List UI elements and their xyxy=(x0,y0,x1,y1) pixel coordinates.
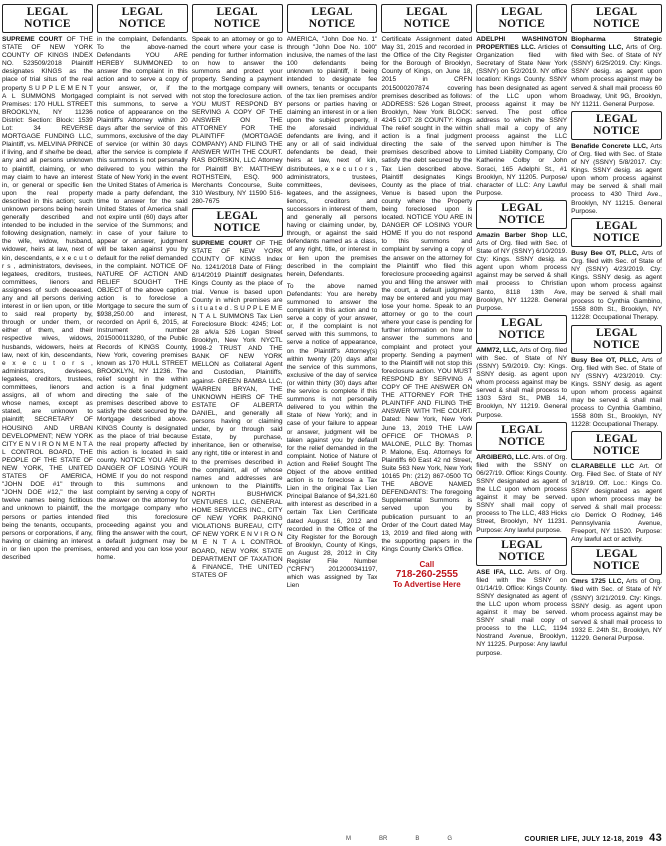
notice-text: Articles of Organization filed with Secretary of State New York (SSNY) on 5/2/2019. NY office location: Kings County. SSNY has been designated as agent of the LLC upon whom process against it may be served. The post office address to which the SSNY shall mail a copy of any process against the LLC served upon him/her is The Limited Liability Company, C/o Katherine Colby or John Soraci, 165 Adelphi St., #1 Brooklyn, NY 11205. Purpose/ character of LLC: Any Lawful Purpose. xyxy=(476,44,568,197)
notice-title: Biopharma Strategic Consulting LLC, xyxy=(571,36,663,52)
registration-marks xyxy=(346,836,452,842)
edition-mark: BR xyxy=(379,836,388,842)
legal-notice-header: LEGAL NOTICE xyxy=(97,4,188,33)
notice-title: ARGIBERG, LLC. xyxy=(476,453,531,461)
page-footer xyxy=(0,832,666,846)
notice-text: Art. Of Org. Filed Sec. of State of NY 3/18/19. Off. Loc.: Kings Co. SSNY designated as agent upon whom process may be served & shall mail process: c/o Derrick O Rodney, 146 Pennsylvania Avenue, Freeport, NY 11520. Purpose: Any lawful act or activity. xyxy=(571,463,663,544)
notice-text: Arts. of Org. filed with the SSNY on 06/27/19. Office: Kings County. SSNY designated as agent of the LLC upon whom process against it may be served. SSNY shall mail copy of process to The LLC, 483 Hicks Street, Brooklyn, NY 11231. Purpose: Any lawful purpose. xyxy=(476,453,568,534)
notice-body xyxy=(2,36,93,562)
legal-notice-header: LEGAL NOTICE xyxy=(476,422,567,451)
legal-notice-header: LEGAL NOTICE xyxy=(192,208,283,237)
edition-mark: M xyxy=(346,836,351,842)
notice-text: Arts of Org. filed with Sec. of State of NY (SSNY) 5/8/2017. Cty: Kings. SSNY desig. as agent upon whom process against may be served & shall mail process to 430 Third Ave., Brooklyn, NY 11215. General Purpose. xyxy=(571,142,663,215)
notice-text: AMERICA, "John Doe No. 1" through "John Doe No. 100" inclusive, the names of the last 100 defendants being unknown to plaintiff, it being intended to designate fee owners, tenants or occupants of the tax lien premises and/or persons or parties having or claiming an interest in or a lien upon the subject property, if the aforesaid individual defendants are living, and if any or all of said individual defendants be dead, their heirs at law, next of kin, distributees, e x e c u t o r s , administrators, trustees, committees, devisees, legatees, and the assignees, lienors, creditors and successors in interest of them, and generally all persons having or claiming under, by, through, or against the said defendants named as a class, of any right, title, or interest in or lien upon the premises described in the complaint herein, Defendants. xyxy=(286,36,378,278)
notice-text: OF THE STATE OF NEW YORK COUNTY OF KINGS Index No. 1241/2018 Date of Filing: 6/14/2019 Plaintiff designates Kings County as the place of trial. Venue is based upon County in which premises are s i t u a t e d . S U P P L E M E N T A L SUMMONS Tax Lien Foreclosure Block: 4245; Lot: 28 a/k/a 526 Logan Street Brooklyn, New York NYCTL 1998-2 TRUST AND THE BANK OF NEW YORK MELLON as Collateral Agent and Custodian, Plaintiffs, against- GREEN BAMBA LLC, WARREN BRYAN, THE UNKNOWN HEIRS OF THE ESTATE OF ALBERTA DANIEL, and generally all persons having or claiming under, by or through said Estate, by purchase, inheritance, lien or otherwise, any right, title or interest in and to the premises described in the complaint, all of whose names and addresses are unknown to the Plaintiffs, NORTH BUSHWICK VENTURES LLC, GENERAL HOME SERVICES INC., CITY OF NEW YORK PARKING VIOLATIONS BUREAU, CITY OF NEW YORK E N V I R O N M E N T A L CONTROL BOARD, NEW YORK STATE DEPARTMENT OF TAXATION & FINANCE, THE UNITED STATES OF xyxy=(191,239,283,579)
notice-body xyxy=(571,36,662,109)
legal-notice-header: LEGAL NOTICE xyxy=(476,315,567,344)
legal-notice-header: LEGAL NOTICE xyxy=(571,325,662,354)
notice-body xyxy=(571,578,662,643)
notice-body xyxy=(571,143,662,216)
notice-column-5 xyxy=(381,2,472,830)
notice-title: CLARABELLE LLC xyxy=(571,463,635,471)
legal-notice-header: LEGAL NOTICE xyxy=(476,200,567,229)
notice-text: Arts of Org. filed with Sec. of State of NY (SSNY) 3/21/2019. Cty: Kings. SSNY desig. as agent upon whom process against may be served & shall mail process to 1932 E. 24th St., Brooklyn, NY 11229. General Purpose. xyxy=(571,578,663,642)
advertise-call-box xyxy=(381,560,472,590)
edition-mark: G xyxy=(447,836,453,842)
notice-body xyxy=(476,232,567,313)
notice-text: Arts of Org. filed with Sec. of State of NY (SSNY) 4/23/2019. Cty: Kings. SSNY desig. as agent upon whom process against may be served & shall mail process to Cynthia Gambino, 1558 80th St., Brooklyn, NY 11228: Occupational Therapy. xyxy=(571,249,663,322)
notice-text: Arts of Org. filed with Sec. of State of NY (SSNY) 6/25/2019. Cty: Kings. SSNY desig. as agent upon whom process against may be served & shall mail process 60 Broadway, Unit 9G, Brooklyn, NY 11211. General Purpose. xyxy=(571,44,663,108)
notice-text: Speak to an attorney or go to the court where your case is pending for further information on how to answer the summons and protect your property. Sending a payment to the mortgage company will not stop the foreclosure action. YOU MUST RESPOND BY SERVING A COPY OF THE ANSWER ON THE ATTORNEY FOR THE PLAINTIFF (MORTGAGE COMPANY) AND FILING THE ANSWER WITH THE COURT. RAS BORISKIN, LLC Attorney for Plaintiff BY: MATTHEW ROTHSTEIN, ESQ. 900 Merchants Concourse, Suite 310 Westbury, NY 11590 516-280-7675 xyxy=(191,36,283,205)
notice-body xyxy=(476,347,567,420)
notice-text: Arts. of Org. filed with the SSNY on 01/14/19. Office: Kings County. SSNY designated as agent of the LLC upon whom process against it may be served. SSNY shall mail copy of process to the LLC, 1194 Nostrand Avenue, Brooklyn, NY 11225. Purpose: Any lawful purpose. xyxy=(476,568,568,657)
legal-notice-header: LEGAL NOTICE xyxy=(571,4,662,33)
legal-notice-header: LEGAL NOTICE xyxy=(192,4,283,33)
notice-body xyxy=(192,240,283,580)
notice-body xyxy=(97,36,188,562)
advertise-phone: 718-260-2555 xyxy=(395,569,458,580)
legal-notice-header: LEGAL NOTICE xyxy=(571,218,662,247)
publication-name: COURIER LIFE, JULY 12-18, 2019 xyxy=(524,836,644,843)
notice-body xyxy=(476,36,567,198)
notice-body xyxy=(476,569,567,658)
legal-notice-header: LEGAL NOTICE xyxy=(571,546,662,575)
notice-body xyxy=(571,463,662,544)
notice-title: SUPREME COURT xyxy=(2,36,63,43)
legal-notice-header: LEGAL NOTICE xyxy=(571,111,662,140)
notice-column-7 xyxy=(571,2,662,830)
page-number: 43 xyxy=(649,832,662,844)
legal-notices-page xyxy=(2,2,662,830)
notice-title: Cmrs 1725 LLC, xyxy=(571,578,624,586)
notice-text: Arts of Org. filed with Sec. of State of NY (SSNY) 4/23/2019. Cty: Kings. SSNY desig. as agent upon whom process against may be served & shall mail process to Cynthia Gambino, 1558 80th St., Brooklyn, NY 11228: Occupational Therapy. xyxy=(571,356,663,429)
notice-text: in the complaint, Defendants. To the above-named Defendants YOU ARE HEREBY SUMMONED to answer the complaint in this action and to serve a copy of your answer, or, if the complaint is not served with this summons, to serve a notice of appearance on the Plaintiff's Attorney within 20 days after the service of this summons, exclusive of the day of service (or within 30 days after the service is complete if this summons is not personally delivered to you within the State of New York) in the event the United States of America is made a party defendant, the time to answer for the said United States of America shall not expire until (60) days after service of the Summons; and in case of your failure to appear or answer, judgment will be taken against you by default for the relief demanded in the complaint. NOTICE OF NATURE OF ACTION AND RELIEF SOUGHT THE OBJECT of the above caption action is to foreclose a Mortgage to secure the sum of $938,250.00 and interest, recorded on April 6, 2015, at Instrument number 2015000113280, of the Public Records of KINGS County, New York, covering premises known as 170 HULL STREET BROOKLYN, NY 11236. The relief sought in the within action is a final judgment directing the sale of the premises described above to satisfy the debt secured by the Mortgage described above. KINGS County is designated as the place of trial because the real property affected by this action is located in said county. NOTICE YOU ARE IN DANGER OF LOSING YOUR HOME If you do not respond to this summons and complaint by serving a copy of the answer on the attorney for the mortgage company who filed this foreclosure proceeding against you and filing the answer with the court, a default judgment may be entered and you can lose your home. xyxy=(96,36,188,561)
notice-title: Benafide Concrete LLC, xyxy=(571,142,648,150)
notice-column-1 xyxy=(2,2,93,830)
notice-body xyxy=(571,357,662,430)
notice-text: Certificate Assignment dated May 31, 2015 and recorded in the Office of the City Register for the Borough of Brooklyn, County of Kings, on June 18, 2015 in CRFN 2015000207874 covering premises described as follows: ADDRESS: 526 Logan Street, Brooklyn, New York BLOCK: 4245 LOT: 28 COUNTY: Kings The relief sought in the within action is a final judgment directing the sale of the premises described above to satisfy the debt secured by the Tax Lien described above. Plaintiff designates Kings County as the place of trial. Venue is based upon the county where the Property being foreclosed upon is located. NOTICE YOU ARE IN DANGER OF LOSING YOUR HOME If you do not respond to this summons and complaint by serving a copy of the answer on the attorney for the Plaintiff who filed this foreclosure proceeding against you and filing the answer with the court, a default judgment may be entered and you may lose your home. Speak to an attorney or go to the court where your case is pending for further information on how to answer the summons and complaint and protect your property. Sending a payment to the Plaintiff will not stop this foreclosure action. YOU MUST RESPOND BY SERVING A COPY OF THE ANSWER ON THE ATTORNEY FOR THE PLAINTIFF AND FILING THE ANSWER WITH THE COURT. Dated: New York, New York June 13, 2019 THE LAW OFFICE OF THOMAS P. MALONE, PLLC By: Thomas P. Malone, Esq. Attorneys for Plaintiffs 60 East 42 nd Street, Suite 563 New York, New York 10165 Ph: (212) 867-0500 TO THE ABOVE NAMED DEFENDANTS: The foregoing Supplemental Summons is served upon you by publication pursuant to an Order of the Court dated May 13, 2019 and filed along with the supporting papers in the Kings County Clerk's Office. xyxy=(381,36,473,553)
notice-column-4 xyxy=(287,2,378,830)
notice-body xyxy=(381,36,472,554)
notice-column-2 xyxy=(97,2,188,830)
notice-body xyxy=(571,250,662,323)
notice-title: Busy Bee OT, PLLC, xyxy=(571,356,639,364)
legal-notice-header: LEGAL NOTICE xyxy=(476,537,567,566)
notice-title: Busy Bee OT, PLLC, xyxy=(571,249,639,257)
notice-body xyxy=(476,454,567,535)
notice-body xyxy=(192,36,283,206)
notice-body xyxy=(287,36,378,279)
edition-mark: B xyxy=(415,836,420,842)
notice-title: Amazin Barber Shop LLC, xyxy=(476,231,568,239)
advertise-label: To Advertise Here xyxy=(393,580,461,589)
call-label: Call xyxy=(419,560,435,569)
notice-text: OF THE STATE OF NEW YORK COUNTY OF KINGS INDEX NO. 523509/2018 Plaintiff designates KINGS as the place of trial situs of the real property S U P P L E M E N T A L SUMMONS Mortgaged Premises: 170 HULL STREET BROOKLYN, NY 11236 District: Section: Block: 1539 Lot: 34 REVERSE MORTGAGE FUNDING LLC, Plaintiff, vs. MELVINA PRINCE if living, and if she/he be dead, any and all persons unknown to plaintiff, claiming, or who may claim to have an interest in, or general or specific lien upon the real property described in this action; such unknown persons being herein generally described and intended to be included in the following designation, namely: the wife, widow, husband, widower, heirs at law, next of kin, descendants, e x e c u t o r s , administrators, devisees, legatees, creditors, trustees, committees, lienors and assignees of such deceased, any and all persons deriving interest in or lien upon, or title to said real property by, through or under them, or either of them, and their respective wives, widows, husbands, widowers, heirs at law, next of kin, descendants, e x e c u t o r s , administrators, devisees, legatees, creditors, trustees, committees, lienors and assigns, all of whom and whose names, except as stated, are unknown to plaintiff; SECRETARY OF HOUSING AND URBAN DEVELOPMENT; NEW YORK CITY E N V I R O N M E N T A L CONTROL BOARD, THE PEOPLE OF THE STATE OF NEW YORK, THE UNITED STATES OF AMERICA, "JOHN DOE #1" through "JOHN DOE #12," the last twelve names being fictitious and unknown to plaintiff, the persons or parties intended being the tenants, occupants, persons or corporations, if any, having or claiming an interest in or lien upon the premises, described xyxy=(2,36,93,561)
notice-body xyxy=(287,283,378,591)
publication-line xyxy=(524,832,662,844)
notice-title: SUPREME COURT xyxy=(191,239,252,247)
notice-text: Arts of Org. filed with Sec. of State of NY (SSNY) 6/10/2019. Cty: Kings. SSNY desig. as agent upon whom process against may be served & shall mail process to Christian Santo, 8118 13th Ave, Brooklyn, NY 11228. General Purpose. xyxy=(476,239,568,312)
notice-title: AMM72, LLC, xyxy=(476,346,518,354)
notice-title: ADELPHI WASHINGTON PROPERTIES LLC. xyxy=(476,36,568,52)
notice-text: Arts of Org. filed with Sec. of State of NY (SSNY) 5/9/2019. Cty: Kings. SSNY desig. as agent upon whom process against may be served & shall mail process to 1303 53rd St., PMB 14, Brooklyn, NY 11219. General Purpose. xyxy=(476,346,568,419)
notice-title: ASE IFA, LLC. xyxy=(476,568,525,576)
legal-notice-header: LEGAL NOTICE xyxy=(381,4,472,33)
notice-column-6 xyxy=(476,2,567,830)
legal-notice-header: LEGAL NOTICE xyxy=(287,4,378,33)
legal-notice-header: LEGAL NOTICE xyxy=(571,431,662,460)
notice-text: To the above named Defendants: You are hereby summoned to answer the complaint in this action and to serve a copy of your answer, or, if the complaint is not served with this summons, to serve a notice of appearance, on the Plaintiff's Attorney(s) within twenty (20) days after the service of this summons, exclusive of the day of service (or within thirty (30) days after the service is complete if this summons is not personally delivered to you within the State of New York); and in case of your failure to appear or answer, judgment will be taken against you by default for the relief demanded in the complaint. Notice of Nature of Action and Relief Sought The Object of the above entitled action is to foreclose a Tax Lien in the original Tax Lien Principal Balance of $4,321.60 with interest as described in a certain Tax Lien Certificate dated August 16, 2012 and recorded in the Office of the City Register for the Borough of Brooklyn, County of Kings, on August 28, 2012 in City Register File Number ("CRFN") 2012000341197, which was assigned by Tax Lien xyxy=(286,282,378,590)
legal-notice-header: LEGAL NOTICE xyxy=(2,4,93,33)
notice-column-3 xyxy=(192,2,283,830)
legal-notice-header: LEGAL NOTICE xyxy=(476,4,567,33)
